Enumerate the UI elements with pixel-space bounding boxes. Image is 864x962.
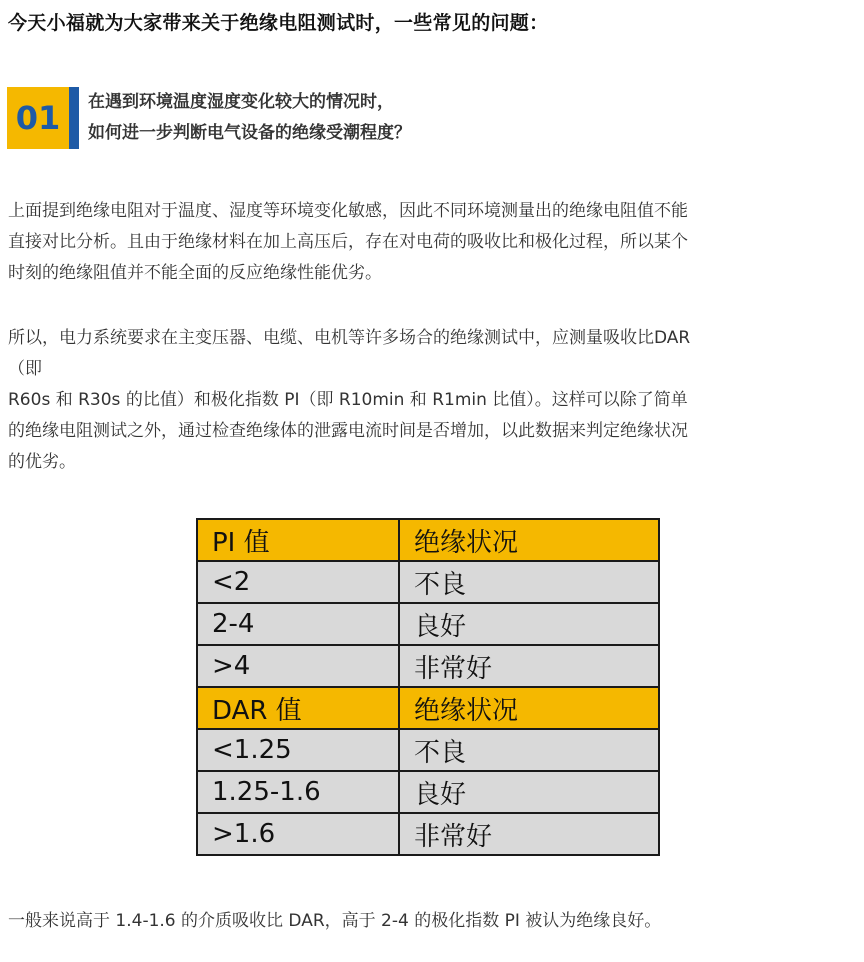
table-header-cell: 绝缘状况 [399,687,659,729]
paragraph-1-line: 时刻的绝缘阻值并不能全面的反应绝缘性能优劣。 [8,263,382,283]
table-cell-value: 1.25-1.6 [197,771,399,813]
paragraph-2 [8,323,858,478]
table-row [197,771,659,813]
table-cell-status: 良好 [399,603,659,645]
paragraph-2-line: 所以，电力系统要求在主变压器、电缆、电机等许多场合的绝缘测试中，应测量吸收比DAR [8,328,691,348]
table-row [197,729,659,771]
table-cell-status: 良好 [399,771,659,813]
table-header-row-pi [197,519,659,561]
table-cell-status: 非常好 [399,645,659,687]
paragraph-1-line: 上面提到绝缘电阻对于温度、湿度等环境变化敏感，因此不同环境测量出的绝缘电阻值不能 [8,201,688,221]
table-cell-value: >4 [197,645,399,687]
table-cell-value: >1.6 [197,813,399,855]
question-line-2: 如何进一步判断电气设备的绝缘受潮程度？ [88,123,411,143]
insulation-table [196,518,660,856]
table-row [197,561,659,603]
table-cell-status: 非常好 [399,813,659,855]
table-cell-status: 不良 [399,729,659,771]
page-title: 今天小福就为大家带来关于绝缘电阻测试时，一些常见的问题： [8,12,549,34]
question-accent-bar [69,87,79,149]
paragraph-1-line: 直接对比分析。且由于绝缘材料在加上高压后，存在对电荷的吸收比和极化过程，所以某个 [8,232,688,252]
question-text [79,87,411,149]
paragraph-2-line: （即 [8,359,42,379]
paragraph-1 [8,196,858,289]
question-number-badge: 01 [7,87,69,149]
table-cell-value: <1.25 [197,729,399,771]
question-block [7,87,411,149]
question-line-1: 在遇到环境温度湿度变化较大的情况时， [88,92,394,112]
table-header-row-dar [197,687,659,729]
paragraph-2-line: 的绝缘电阻测试之外，通过检查绝缘体的泄露电流时间是否增加，以此数据来判定绝缘状况 [8,421,688,441]
table-header-cell: DAR 值 [197,687,399,729]
table-cell-value: <2 [197,561,399,603]
table-row [197,603,659,645]
table-header-cell: 绝缘状况 [399,519,659,561]
paragraph-2-line: 的优劣。 [8,452,76,472]
table-header-cell: PI 值 [197,519,399,561]
table-row [197,813,659,855]
table-cell-status: 不良 [399,561,659,603]
paragraph-3: 一般来说高于 1.4-1.6 的介质吸收比 DAR，高于 2-4 的极化指数 PI 被认为绝缘良好。 [8,911,662,931]
table-row [197,645,659,687]
paragraph-2-line: R60s 和 R30s 的比值）和极化指数 PI（即 R10min 和 R1min 比值）。这样可以除了简单 [8,390,688,410]
table-cell-value: 2-4 [197,603,399,645]
